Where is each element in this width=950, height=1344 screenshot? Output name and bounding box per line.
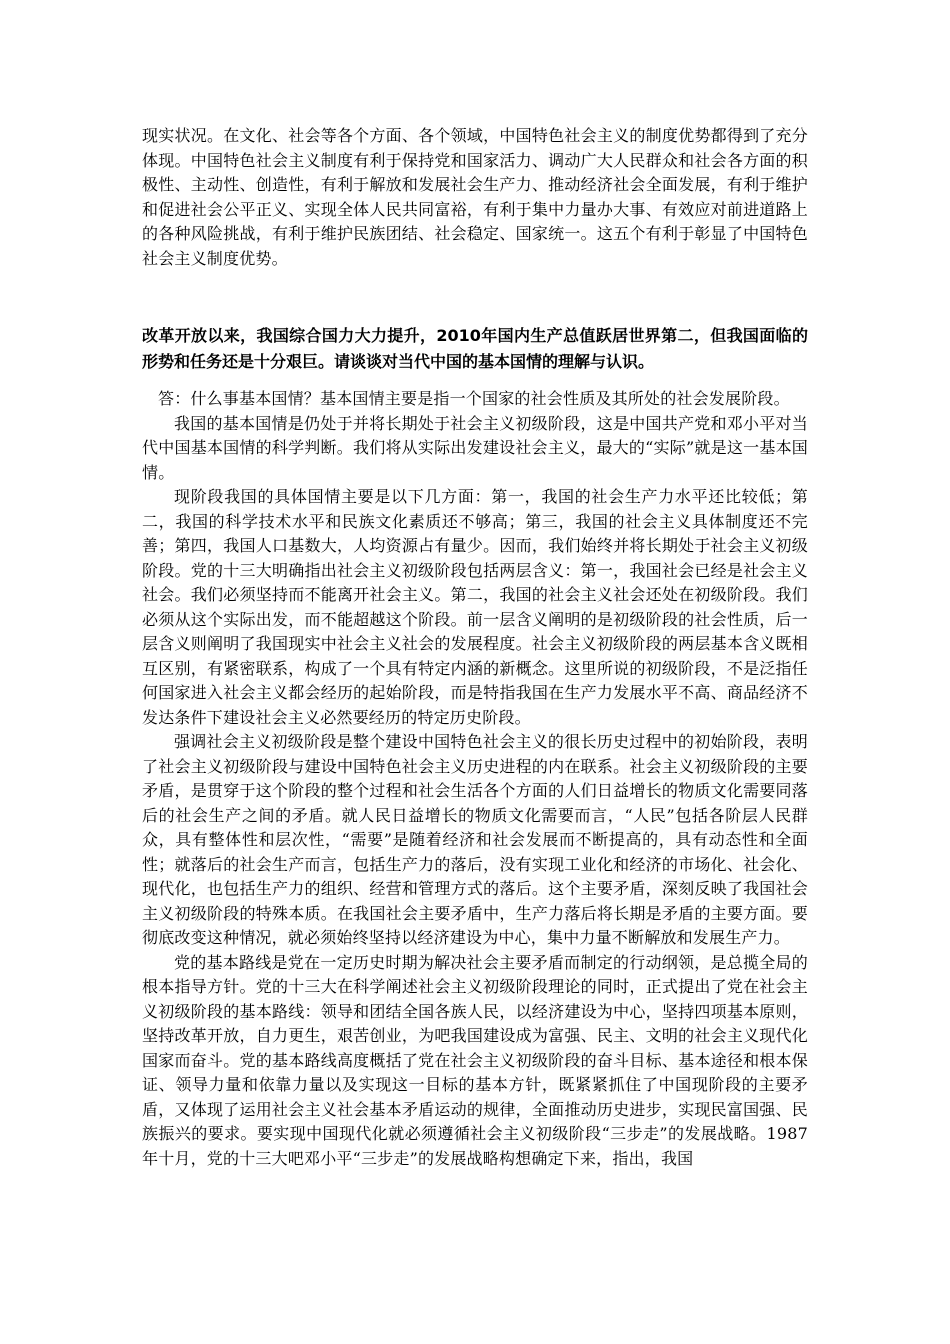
- question-spacer: [142, 375, 808, 387]
- document-page: [142, 124, 808, 1171]
- answer-paragraph-2: 现阶段我国的具体国情主要是以下几方面：第一，我国的社会生产力水平还比较低；第二，我国的科学技术水平和民族文化素质还不够高；第三，我国的社会主义具体制度还不完善；第四，我国人口基数大，人均资源占有量少。因而，我们始终并将长期处于社会主义初级阶段。党的十三大明确指出社会主义初级阶段包括两层含义：第一，我国社会已经是社会主义社会。我们必须坚持而不能离开社会主义。第二，我国的社会主义社会还处在初级阶段。我们必须从这个实际出发，而不能超越这个阶段。前一层含义阐明的是初级阶段的社会性质，后一层含义则阐明了我国现实中社会主义社会的发展程度。社会主义初级阶段的两层基本含义既相互区别，有紧密联系，构成了一个具有特定内涵的新概念。这里所说的初级阶段，不是泛指任何国家进入社会主义都会经历的起始阶段，而是特指我国在生产力发展水平不高、商品经济不发达条件下建设社会主义必然要经历的特定历史阶段。: [142, 487, 808, 727]
- answer-intro: 答：什么事基本国情？基本国情主要是指一个国家的社会性质及其所处的社会发展阶段。: [158, 389, 790, 408]
- question-heading: 改革开放以来，我国综合国力大力提升，2010年国内生产总值跃居世界第二，但我国面临的形势和任务还是十分艰巨。请谈谈对当代中国的基本国情的理解与认识。: [142, 326, 808, 371]
- section-spacer: [142, 271, 808, 323]
- intro-paragraph: 现实状况。在文化、社会等各个方面、各个领域，中国特色社会主义的制度优势都得到了充分体现。中国特色社会主义制度有利于保持党和国家活力、调动广大人民群众和社会各方面的积极性、主动性、创造性，有利于解放和发展社会生产力、推动经济社会全面发展，有利于维护和促进社会公平正义、实现全体人民共同富裕，有利于集中力量办大事、有效应对前进道路上的各种风险挑战，有利于维护民族团结、社会稳定、国家统一。这五个有利于彰显了中国特色社会主义制度优势。: [142, 126, 808, 268]
- answer-paragraph-3: 强调社会主义初级阶段是整个建设中国特色社会主义的很长历史过程中的初始阶段，表明了社会主义初级阶段与建设中国特色社会主义历史进程的内在联系。社会主义初级阶段的主要矛盾，是贯穿于这个阶段的整个过程和社会生活各个方面的人们日益增长的物质文化需要同落后的社会生产之间的矛盾。就人民日益增长的物质文化需要而言，“人民”包括各阶层人民群众，具有整体性和层次性，“需要”是随着经济和社会发展而不断提高的，具有动态性和全面性；就落后的社会生产而言，包括生产力的落后，没有实现工业化和经济的市场化、社会化、现代化，也包括生产力的组织、经营和管理方式的落后。这个主要矛盾，深刻反映了我国社会主义初级阶段的特殊本质。在我国社会主要矛盾中，生产力落后将长期是矛盾的主要方面。要彻底改变这种情况，就必须始终坚持以经济建设为中心，集中力量不断解放和发展生产力。: [142, 732, 808, 947]
- answer-paragraph-1: 我国的基本国情是仍处于并将长期处于社会主义初级阶段，这是中国共产党和邓小平对当代中国基本国情的科学判断。我们将从实际出发建设社会主义，最大的“实际”就是这一基本国情。: [142, 413, 808, 482]
- answer-paragraph-4: 党的基本路线是党在一定历史时期为解决社会主要矛盾而制定的行动纲领，是总揽全局的根本指导方针。党的十三大在科学阐述社会主义初级阶段理论的同时，正式提出了党在社会主义初级阶段的基本路线：领导和团结全国各族人民，以经济建设为中心，坚持四项基本原则，坚持改革开放，自力更生，艰苦创业，为吧我国建设成为富强、民主、文明的社会主义现代化国家而奋斗。党的基本路线高度概括了党在社会主义初级阶段的奋斗目标、基本途径和根本保证、领导力量和依靠力量以及实现这一目标的基本方针，既紧紧抓住了中国现阶段的主要矛盾，又体现了运用社会主义社会基本矛盾运动的规律，全面推动历史进步，实现民富国强、民族振兴的要求。要实现中国现代化就必须遵循社会主义初级阶段“三步走”的发展战略。1987年十月，党的十三大吧邓小平“三步走”的发展战略构想确定下来，指出，我国: [142, 952, 808, 1168]
